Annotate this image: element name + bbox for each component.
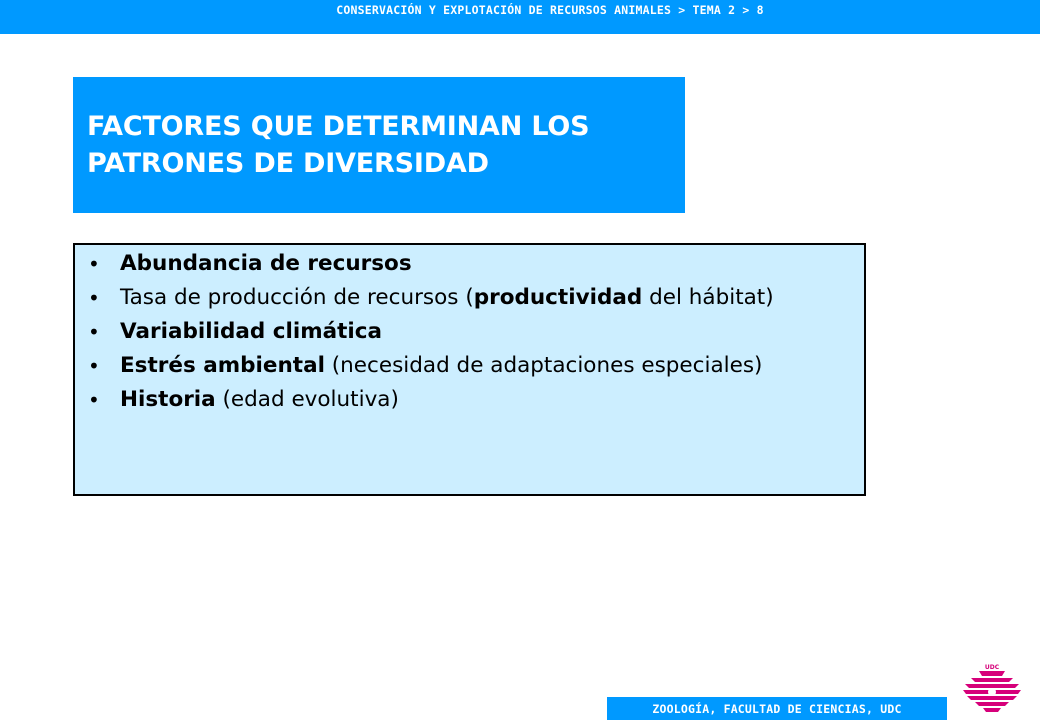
bullet-icon: •: [88, 388, 100, 412]
bullet-icon: •: [88, 354, 100, 378]
bullet-icon: •: [88, 286, 100, 310]
breadcrumb: CONSERVACIÓN Y EXPLOTACIÓN DE RECURSOS ANIMALES > TEMA 2 > 8: [336, 3, 764, 17]
content-box: [73, 243, 866, 496]
title-box: [73, 77, 685, 213]
header-bar: [0, 0, 1040, 34]
list-item-bold: Historia: [120, 387, 216, 412]
title-line-1: FACTORES QUE DETERMINAN LOS: [87, 111, 590, 142]
list-item-tail: (edad evolutiva): [215, 387, 399, 412]
list-item: [85, 319, 844, 345]
list-item: [85, 353, 844, 379]
university-logo-icon: [957, 662, 1027, 718]
list-item-tail: del hábitat): [642, 285, 774, 310]
list-item: [85, 251, 844, 277]
footer-bar: [607, 697, 947, 720]
list-item-bold: Abundancia de recursos: [120, 251, 412, 276]
list-item-tail: (necesidad de adaptaciones especiales): [324, 353, 763, 378]
bullet-icon: •: [88, 320, 100, 344]
bullet-icon: •: [88, 252, 100, 276]
title-line-2: PATRONES DE DIVERSIDAD: [87, 148, 489, 179]
factor-list: [85, 251, 844, 413]
list-item-bold: Estrés ambiental: [120, 353, 325, 378]
page-title: [87, 108, 589, 182]
footer-text: ZOOLOGÍA, FACULTAD DE CIENCIAS, UDC: [652, 701, 902, 716]
list-item-bold: productividad: [473, 285, 643, 310]
logo-text: UDC: [984, 664, 1000, 671]
list-item-lead: Tasa de producción de recursos (: [120, 285, 474, 310]
list-item-bold: Variabilidad climática: [120, 319, 383, 344]
list-item: [85, 387, 844, 413]
list-item: [85, 285, 844, 311]
